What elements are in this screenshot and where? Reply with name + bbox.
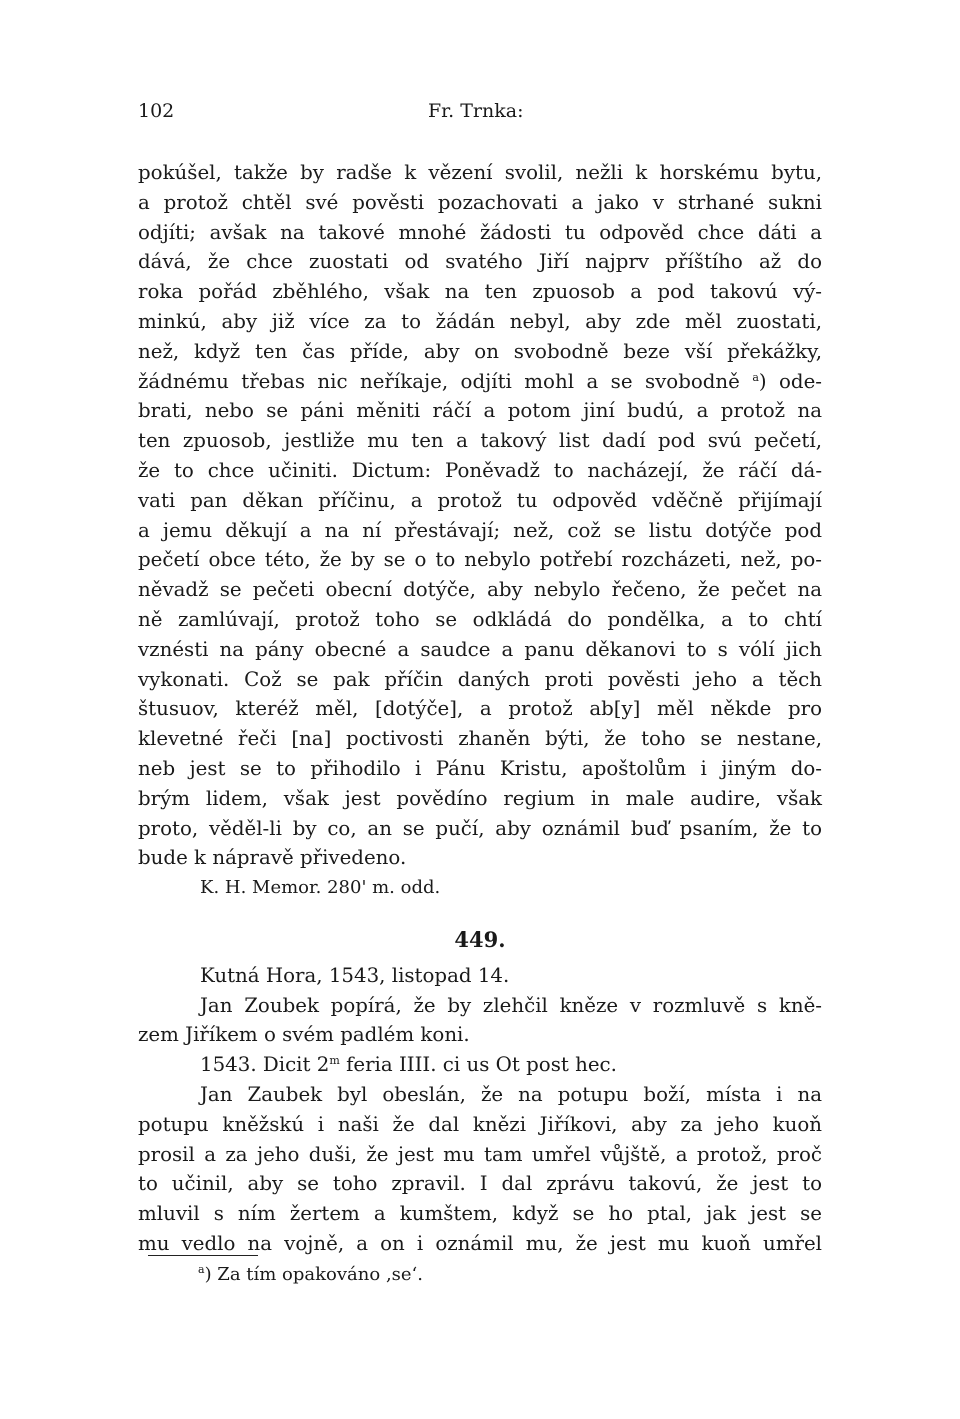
footnote-divider xyxy=(148,1255,258,1256)
text-line: vati pan děkan příčinu, a protož tu odpověd vděčně přijímají xyxy=(138,488,822,512)
entry-text-line: mu vedlo na vojně, a on i oznámil mu, že jest mu kuoň umřel xyxy=(138,1231,822,1255)
entry-text-line: potupu kněžskú i naši že dal knězi Jiříkovi, aby za jeho kuoň xyxy=(138,1112,822,1136)
text-segment: žádnému třebas nic neříkaje, odjíti mohl a se svobodně xyxy=(138,369,740,393)
entry-text-line: prosil a za jeho duši, že jest mu tam umřel vůjště, a protož, proč xyxy=(138,1142,822,1166)
text-line: ně zamlúvají, protož toho se odkládá do pondělka, a to chtí xyxy=(138,607,822,631)
text-line: vznésti na pány obecné a saudce a panu děkanovi to s vólí jich xyxy=(138,637,822,661)
text-line: ten zpuosob, jestliže mu ten a takový list dadí pod svú pečetí, xyxy=(138,429,822,453)
text-line: minkú, aby již více za to žádán nebyl, aby zde měl zuostati, xyxy=(138,309,822,333)
text-line: pečetí obce této, že by se o to nebylo potřebí rozcházeti, než, po- xyxy=(138,548,822,572)
text-line: pokúšel, takže by radše k vězení svolil, nežli k horskému bytu, xyxy=(138,161,822,184)
text-segment: feria IIII. ci us Ot post hec. xyxy=(339,1053,617,1077)
text-line: bude k nápravě přivedeno. xyxy=(138,846,407,870)
text-line: roka pořád zběhlého, však na ten zpuosob a pod takovú vý- xyxy=(138,280,822,304)
entry-summary-line: zem Jiříkem o svém padlém koni. xyxy=(138,1023,470,1047)
text-line: neb jest se to přihodilo i Pánu Kristu, apoštolům i jiným do- xyxy=(138,756,822,780)
running-header xyxy=(138,100,820,130)
entry-summary-line: Jan Zoubek popírá, že by zlehčil kněze v rozmluvě s kně- xyxy=(200,993,822,1017)
text-line: klevetné řeči [na] poctivosti zhaněn býti, že toho se nestane, xyxy=(138,727,822,751)
footnote-marker: a xyxy=(198,1263,205,1276)
running-title: Fr. Trnka: xyxy=(428,100,524,122)
text-line: že to chce učiniti. Dictum: Poněvadž to nacházejí, že ráčí dá- xyxy=(138,458,822,482)
text-line: dává, že chce zuostati od svatého Jiří najprv příštího až do xyxy=(138,250,822,274)
entry-date-line xyxy=(138,1050,822,1080)
text-line: odjíti; avšak na takové mnohé žádosti tu odpověd chce dáti a xyxy=(138,220,822,244)
text-line: vykonati. Což se pak příčin daných proti pověsti jeho a těch xyxy=(138,667,822,691)
entry-text-line: Jan Zaubek byl obeslán, že na potupu boží, místa i na xyxy=(200,1082,822,1106)
entry-text-line: to učinil, aby se toho zpravil. I dal zprávu takovú, že jest to xyxy=(138,1172,822,1196)
text-line-with-footnote xyxy=(138,367,822,397)
footnote-marker: a xyxy=(752,370,759,384)
text-segment: ) ode- xyxy=(758,369,822,393)
text-line: brati, nebo se páni měniti ráčí a potom jiní budú, a protož na xyxy=(138,399,822,423)
main-text xyxy=(138,158,822,1259)
text-line: něvadž se pečeti obecní dotýče, aby nebylo řečeno, že pečet na xyxy=(138,578,822,602)
text-line: brým lidem, však jest povědíno regium in male audire, však xyxy=(138,786,822,810)
text-line: a protož chtěl své pověsti pozachovati a jako v strhané sukni xyxy=(138,190,822,214)
page-number: 102 xyxy=(138,100,175,122)
text-line: a jemu děkují a na ní přestávají; než, což se listu dotýče pod xyxy=(138,518,822,542)
text-line: štusuov, kteréž měl, [dotýče], a protož ab[y] měl někde pro xyxy=(138,697,822,721)
text-segment: 1543. Dicit 2 xyxy=(200,1053,330,1077)
entry-text-line: mluvil s ním žertem a kumštem, když se ho ptal, jak jest se xyxy=(138,1202,822,1226)
source-citation: K. H. Memor. 280' m. odd. xyxy=(200,877,441,899)
superscript: m xyxy=(329,1054,340,1068)
entry-number: 449. xyxy=(454,926,506,952)
text-line: proto, věděl-li by co, an se pučí, aby oznámil buď psaním, že to xyxy=(138,816,822,840)
footnote xyxy=(198,1264,423,1285)
footnote-text: ) Za tím opakováno ‚se‘. xyxy=(204,1264,423,1285)
entry-place-date: Kutná Hora, 1543, listopad 14. xyxy=(200,963,510,987)
text-line: než, když ten čas příde, aby on svobodně beze vší překážky, xyxy=(138,339,822,363)
